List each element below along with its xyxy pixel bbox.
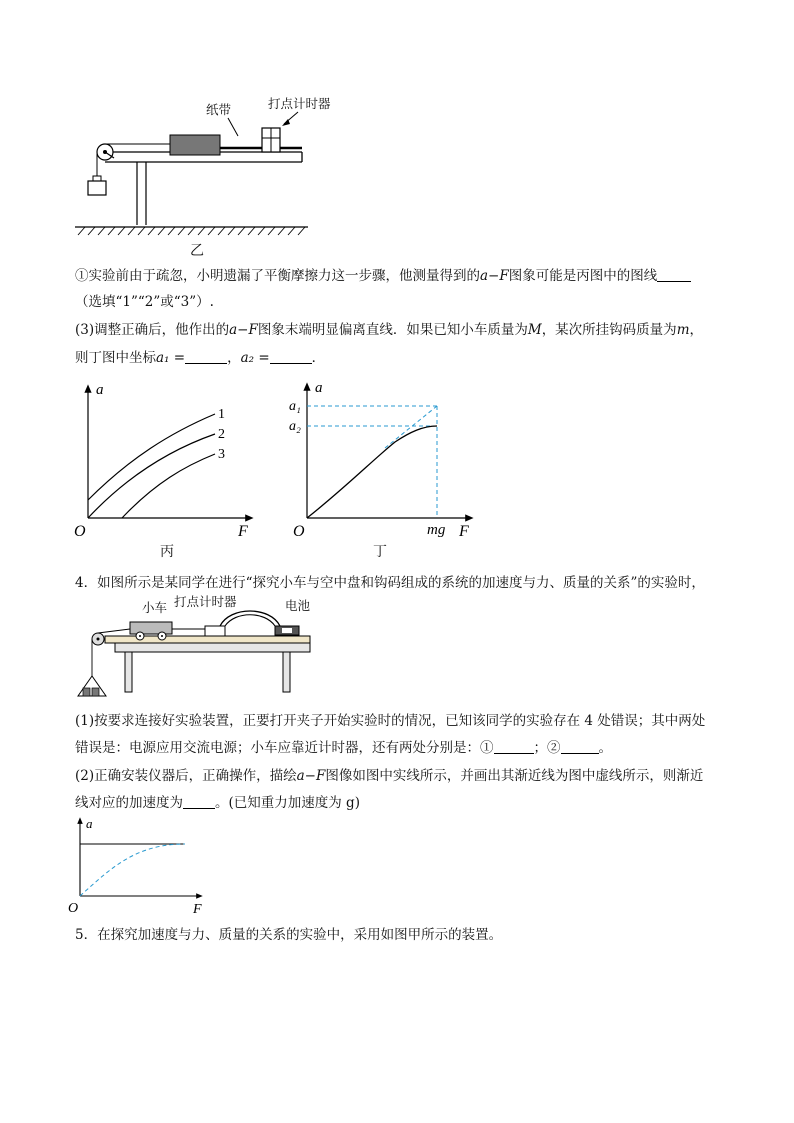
ding-label-a2: a₂ [289,419,301,434]
bing-axis-y: a [96,382,104,398]
figure-bing [70,378,270,563]
ding-axis-x: F [459,523,469,540]
bing-line-3: 3 [218,447,225,462]
figure-q4-graph [65,814,215,919]
label-q4-timer: 打点计时器 [174,594,237,609]
bing-axis-x: F [238,523,248,540]
label-timer: 打点计时器 [268,96,331,111]
q4-graph-axis-x: F [193,902,202,917]
label-cart: 小车 [142,600,168,615]
figure-bing-caption: 丙 [160,544,174,560]
answer-blank-q4-2[interactable] [561,739,599,754]
q4-graph-origin: O [68,901,79,916]
label-paper-tape: 纸带 [206,102,232,117]
ding-axis-y: a [315,380,323,396]
question-4-part2-line2: 线对应的加速度为 。(已知重力加速度为 g) [75,795,360,811]
question-part3-line2: 则丁图中坐标a₁ = ，a₂ = ． [75,350,326,366]
figure-ding-caption: 丁 [373,544,387,560]
answer-blank-q4-3[interactable] [183,794,215,809]
question-5-stem: 5．在探究加速度与力、质量的关系的实验中，采用如图甲所示的装置。 [75,927,503,943]
ding-label-mg: mg [427,522,446,538]
answer-blank-a1[interactable] [185,349,227,364]
question-4-part1-line1: (1)按要求连接好实验装置，正要打开夹子开始实验时的情况，已知该同学的实验存在 4 处错误；其中两处 [75,713,706,729]
figure-ding-graph [285,378,485,563]
ding-origin: O [293,523,305,540]
bing-line-2: 2 [218,427,225,442]
figure-q4-apparatus [70,596,330,706]
figure-bing-graph [70,378,270,563]
figure-ding [285,378,485,563]
q4-graph-drawing [65,814,215,919]
question-4-part2-line1: (2)正确安装仪器后，正确操作，描绘a−F图像如图中实线所示，并画出其渐近线为图中虚线所示，则渐近 [75,768,704,784]
question-4-part1-line2: 错误是：电源应用交流电源；小车应靠近计时器，还有两处分别是：① ；② 。 [75,740,612,756]
question-4-stem: 4．如图所示是某同学在进行“探究小车与空中盘和钩码组成的系统的加速度与力、质量的关系”的实验时， [75,575,705,591]
bing-origin: O [74,523,86,540]
question-part3-line1: (3)调整正确后，他作出的a−F图象末端明显偏离直线．如果已知小车质量为M，某次所挂钩码质量为m， [75,322,703,338]
question-sub1-line1: ①实验前由于疏忽，小明遗漏了平衡摩擦力这一步骤，他测量得到的a−F图象可能是丙图中的图线 [75,266,691,286]
bing-line-1: 1 [218,407,225,422]
figure-yi [70,90,350,260]
figure-yi-caption: 乙 [190,243,204,259]
question-sub1-line2: （选填“1”“2”或“3”）. [75,294,214,310]
answer-blank-1[interactable] [657,267,691,282]
label-battery: 电池 [285,598,311,613]
answer-blank-a2[interactable] [270,349,312,364]
q4-graph-axis-y: a [86,816,93,831]
answer-blank-q4-1[interactable] [494,739,534,754]
ding-label-a1: a₁ [289,399,301,414]
